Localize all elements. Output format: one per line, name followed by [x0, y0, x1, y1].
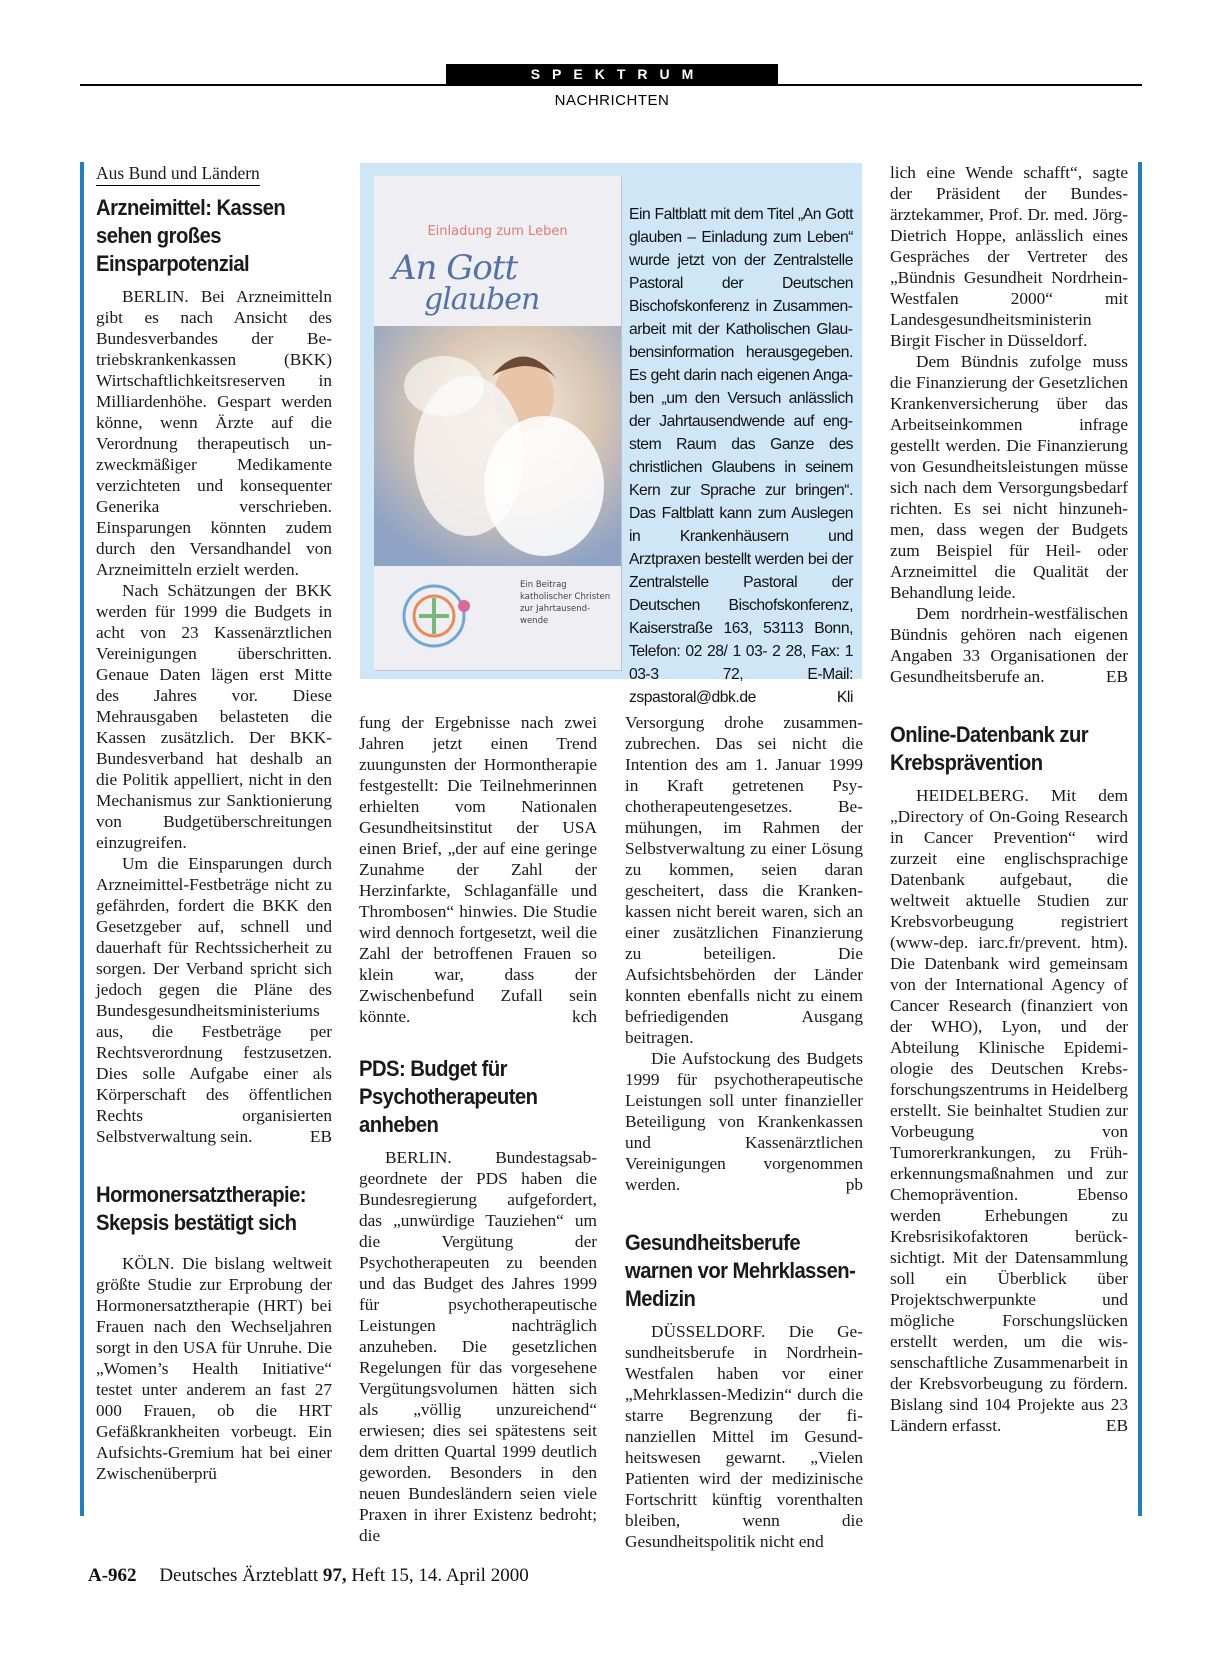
paragraph: BERLIN. Bundestagsabgeordnete der PDS haben die Bundesregierung aufgefordert, das „unwürdige Tauziehen“ um die Vergütung der Psychotherapeuten zu beenden und das Budget des Jahres 1999 für psychotherapeutische Leistungen nachträglich anzuheben. Die gesetzlichen Regelungen für das vorgesehene Vergütungsvolumen hätten sich als „völlig unzureichend“ erwiesen; dies sei spätestens seit dem dritten Quartal 1999 deutlich geworden. Besonders in den neuen Bundesländern seien viele Praxen in ihrer Existenz bedroht; die — [359, 1148, 597, 1545]
paragraph: Dem Bündnis zufolge muss die Finanzierung der Gesetzlichen Krankenversicherung über das Arbeitseinkommen infrage gestellt werden. Die Finanzierung von Gesundheitsleistungen müsse sich nach dem Versorgungsbedarf richten. Es sei nicht hinzunehmen, dass wegen der Budgets zum Beispiel für Heil- oder Arzneimittel die Qualität der Behandlung leide. — [890, 352, 1128, 602]
spacer — [890, 687, 1128, 721]
paragraph-text: Die Aufstockung des Budgets 1999 für psychotherapeutische Leistungen soll unter finanzieller Beteiligung von Krankenkassen und Kassenärztlichen Vereinigungen vorgenommen werden. — [625, 1049, 863, 1194]
paragraph: Nach Schätzungen der BKK werden für 1999 die Budgets in acht von 23 Kassenärztlichen Vereinigungen überschritten. Genaue Daten lägen erst Mitte des Jahres vor. Diese Mehrausgaben belasteten die Kassen zusätzlich. Der BKK-Bundesverband hat deshalb an die Politik appelliert, nicht in den Mechanismus zur Sanktionierung von Budgetüberschreitungen einzugreifen. — [96, 581, 332, 852]
journal-name: Deutsches Ärzteblatt — [159, 1565, 319, 1586]
paragraph-text: fung der Ergebnisse nach zwei Jahren jetzt einen Trend zuungunsten der Hormontherapie festgestellt: Die Teilnehmerinnen erhielten vom Nationalen Gesundheitsinstitut der USA einen Brief, „der auf eine geringe Zunahme der Zahl der Herzinfarkte, Schlaganfälle und Thrombosen“ hinwies. Die Studie wird dennoch fortgesetzt, weil die Zahl der betroffenen Frauen so klein war, dass der Zwischenbefund Zufall sein könnte. — [359, 713, 597, 1026]
brochure-script-line-1: An Gott — [392, 248, 518, 288]
paragraph — [625, 1048, 863, 1195]
author-sign: Kli — [836, 689, 853, 706]
page-footer — [88, 1565, 529, 1587]
brochure-photo — [374, 326, 621, 566]
paragraph — [890, 603, 1128, 687]
column-2 — [359, 712, 597, 1546]
left-accent-rule — [80, 162, 84, 1516]
spacer — [96, 1147, 332, 1181]
paragraph: lich eine Wende schafft“, sagte der Präsident der Bundesärztekammer, Prof. Dr. med. Jörg-Dietrich Hoppe, anlässlich eines Gespräches der Vertreter des „Bündnis Gesundheit Nordrhein-Westfalen 2000“ mit Landesgesundheitsministerin Birgit Fischer in Düsseldorf. — [890, 163, 1128, 350]
right-accent-rule — [1138, 162, 1142, 1516]
paragraph: DÜSSELDORF. Die Gesundheitsberufe in Nordrhein-Westfalen haben vor einer „Mehrklassen-Medizin“ durch die starre Begrenzung der finanziellen Mittel im Gesundheitswesen gewarnt. „Vielen Patienten wird der medizinische Fortschritt künftig vorenthalten bleiben, wenn die Gesundheitspolitik nicht end — [625, 1322, 863, 1551]
author-sign: EB — [309, 1127, 332, 1146]
info-box-body: Ein Faltblatt mit dem Titel „An Gott glauben – Einladung zum Leben“ wurde jetzt von der Zentralstelle Pastoral der Deutschen Bischofskonferenz in Zusammenarbeit mit der Katholischen Glaubensinformation herausgegeben. Es geht darin nach eigenen Angaben „um den Versuch anlässlich der Jahrtausendwende auf engstem Raum das Ganze des christlichen Glaubens in seinem Kern zur Sprache zur bringen“. Das Faltblatt kann zum Auslegen in Krankenhäusern und Arztpraxen bestellt werden bei der Zentralstelle Pastoral der Deutschen Bischofskonferenz, Kaiserstraße 163, 53113 Bonn, Telefon: 02 28/ 1 03- 2 28, Fax: 1 03-3 72, E-Mail: zspastoral@dbk.de — [629, 206, 853, 706]
brochure-title: Einladung zum Leben — [427, 224, 568, 239]
section-label: SPEKTRUM — [446, 64, 778, 85]
author-sign: EB — [1105, 667, 1128, 686]
info-box-text — [629, 203, 853, 709]
paragraph — [359, 712, 597, 1027]
headline-online-datenbank: Online-Datenbank zur Krebsprävention — [890, 722, 1089, 775]
author-sign: pb — [845, 1175, 863, 1194]
paragraph: BERLIN. Bei Arzneimitteln gibt es nach Ansicht des Bundesverbandes der Betriebskrankenkassen (BKK) Wirtschaftlichkeitsreserven in Milliardenhöhe. Gespart werden könne, wenn Ärzte auf die Verordnung therapeutisch unzweckmäßiger Medikamente verzichteten und konsequenter Generika verschrieben. Einsparungen könnten zudem durch den Versandhandel von Arzneimitteln erzielt werden. — [96, 287, 332, 579]
headline-arzneimittel: Arzneimittel: Kassen sehen großes Einsparpotenzial — [96, 195, 286, 276]
paragraph: KÖLN. Die bislang weltweit größte Studie zur Erprobung der Hormonersatztherapie (HRT) bei Frauen nach den Wechseljahren sorgt in den USA für Unruhe. Die „Women’s Health Initiative“ testet unter anderem an fast 27 000 Frauen, ob die HRT Gefäßkrankheiten vorbeugt. Ein Aufsichts-Gremium hat bei einer Zwischenüberprü — [96, 1254, 332, 1483]
kicker: Aus Bund und Ländern — [96, 162, 260, 186]
headline-hormonersatz: Hormonersatztherapie: Skepsis bestätigt sich — [96, 1182, 306, 1235]
author-sign: EB — [1105, 1416, 1128, 1435]
paragraph-text: HEIDELBERG. Mit dem „Directory of On-Going Research in Cancer Prevention“ wird zurzeit eine englischsprachige Datenbank aufgebaut, die weltweit aktuelle Studien zur Krebsvorbeugung registriert (www-dep. iarc.fr/prevent. htm). Die Datenbank wird gemeinsam von der International Agency of Cancer Research (finanziert von der WHO), Lyon, und der Abteilung Klinische Epidemiologie des Deutschen Krebsforschungszentrums in Heidelberg erstellt. Sie beinhaltet Studien zur Vorbeugung von Tumorerkrankungen, zu Früherkennungsmaßnahmen und zur Chemoprävention. Ebenso werden Erhebungen zu Krebsrisikofaktoren berücksichtigt. Mit der Datensammlung soll ein Überblick über Projektschwerpunkte und mögliche Forschungslücken erstellt werden, um die wissenschaftliche Zusammenarbeit in der Krebsvorbeugung zu fördern. Bislang sind 104 Projekte aus 23 Ländern erfasst. — [890, 786, 1128, 1435]
brochure-logo — [394, 576, 514, 656]
info-box — [360, 163, 862, 706]
paragraph — [96, 853, 332, 1147]
paragraph — [890, 785, 1128, 1436]
headline-pds: PDS: Budget für Psychotherapeuten anheben — [359, 1056, 538, 1137]
page-number: A-962 — [88, 1565, 137, 1586]
brochure-script-line-2: glauben — [424, 282, 540, 317]
author-sign: kch — [572, 1007, 597, 1026]
column-3 — [625, 712, 863, 1552]
brochure-image — [374, 176, 621, 670]
paragraph-text: Dem nordrhein-westfälischen Bündnis gehören nach eigenen Angaben 33 Organisationen der Gesundheitsberufe an. — [890, 604, 1128, 686]
paragraph-text: Um die Einsparungen durch Arzneimittel-Festbeträge nicht zu gefährden, fordert die BKK den Gesetzgeber auf, schnell und dauerhaft für Rechtssicherheit zu sorgen. Der Verband spricht sich jedoch gegen die Pläne des Bundesgesundheitsministeriums aus, die Festbeträge per Rechtsverordnung festzusetzen. Dies solle Aufgabe einer als Körperschaft des öffentlichen Rechts organisierten Selbstverwaltung sein. — [96, 854, 332, 1146]
spacer — [625, 1195, 863, 1229]
spacer — [96, 1245, 332, 1253]
paragraph: Versorgung drohe zusammenzubrechen. Das sei nicht die Intention des am 1. Januar 1999 in Kraft getretenen Psychotherapeutengesetzes. Bemühungen, im Rahmen der Selbstverwaltung zu einer Lösung zu kommen, seien daran gescheitert, dass die Krankenkassen nicht bereit waren, sich an einer zusätzlichen Finanzierung zu beteiligen. Die Aufsichtsbehörden der Länder konnten ebenfalls nicht zu einem befriedigenden Ausgang beitragen. — [625, 713, 863, 1047]
header-rule — [80, 84, 1142, 86]
headline-gesundheitsberufe: Gesundheitsberufe warnen vor Mehrklassen-Medizin — [625, 1230, 856, 1311]
brochure-small-text: Ein Beitrag katholischer Christen zur Jahrtausendwende — [520, 580, 611, 626]
spacer — [359, 1027, 597, 1055]
journal-issue: Heft 15, 14. April 2000 — [351, 1565, 529, 1586]
column-1 — [96, 162, 332, 1484]
subsection-label: NACHRICHTEN — [554, 92, 670, 109]
column-4 — [890, 162, 1128, 1436]
journal-volume: 97, — [322, 1565, 347, 1586]
